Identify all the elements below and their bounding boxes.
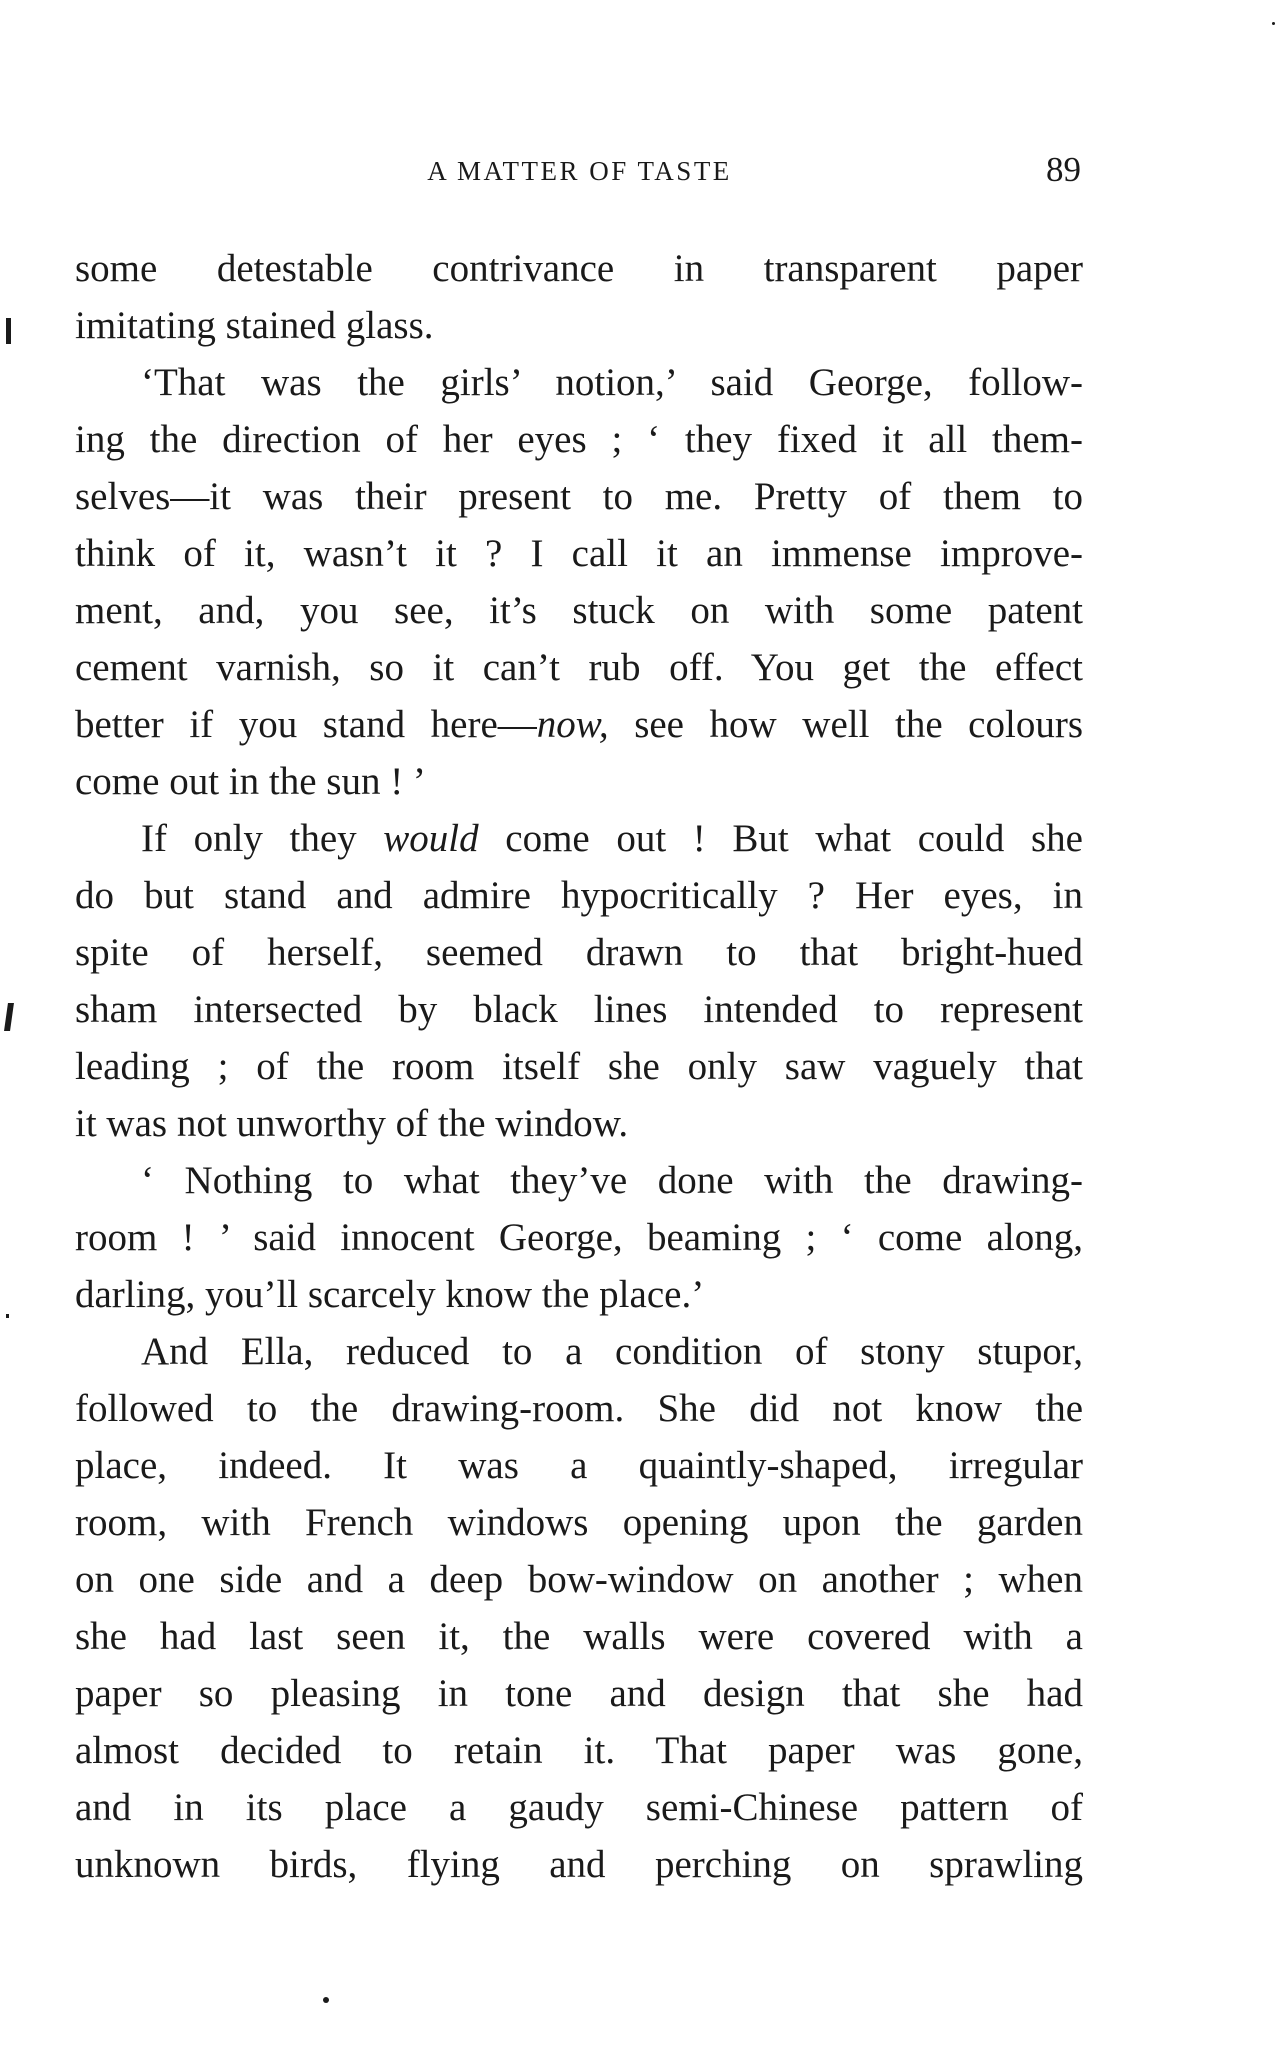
margin-mark <box>6 1314 9 1318</box>
text-line: ment, and, you see, it’s stuck on with some patent <box>75 589 1083 632</box>
running-title: A MATTER OF TASTE <box>427 156 732 186</box>
text-line: almost decided to retain it. That paper was gone, <box>75 1729 1083 1772</box>
text-line: followed to the drawing-room. She did not know the <box>75 1387 1083 1430</box>
paragraph-start-line: ‘That was the girls’ notion,’ said George, follow- <box>141 361 1083 404</box>
text-line: ing the direction of her eyes ; ‘ they fixed it all them- <box>75 418 1083 461</box>
text-run: see how well the colours <box>608 703 1083 746</box>
margin-mark <box>6 318 11 344</box>
text-line: spite of herself, seemed drawn to that bright-hued <box>75 931 1083 974</box>
text-line: sham intersected by black lines intended to represent <box>75 988 1083 1031</box>
text-line: come out in the sun ! ’ <box>75 760 426 803</box>
text-line: unknown birds, flying and perching on sprawling <box>75 1843 1083 1886</box>
text-line: she had last seen it, the walls were covered with a <box>75 1615 1083 1658</box>
text-line: room, with French windows opening upon the garden <box>75 1501 1083 1544</box>
italic-text: now, <box>536 703 609 746</box>
speck-mark <box>323 1997 329 2003</box>
text-line: room ! ’ said innocent George, beaming ; ‘ come along, <box>75 1216 1083 1259</box>
text-line: it was not unworthy of the window. <box>75 1102 629 1145</box>
text-line: darling, you’ll scarcely know the place.’ <box>75 1273 705 1316</box>
text-line: do but stand and admire hypocritically ? Her eyes, in <box>75 874 1083 917</box>
text-line: on one side and a deep bow-window on another ; when <box>75 1558 1083 1601</box>
text-line: leading ; of the room itself she only saw vaguely that <box>75 1045 1083 1088</box>
page-number: 89 <box>1046 150 1081 189</box>
text-line: imitating stained glass. <box>75 304 434 347</box>
body-text <box>75 240 1083 1893</box>
speck-mark <box>1272 22 1275 25</box>
text-line <box>75 696 1083 753</box>
text-line: place, indeed. It was a quaintly-shaped, irregular <box>75 1444 1083 1487</box>
text-line: some detestable contrivance in transparent paper <box>75 247 1083 290</box>
text-line: selves—it was their present to me. Pretty of them to <box>75 475 1083 518</box>
text-line: and in its place a gaudy semi-Chinese pattern of <box>75 1786 1083 1829</box>
paragraph-start-line: And Ella, reduced to a condition of stony stupor, <box>141 1330 1083 1373</box>
text-run: better if you stand here— <box>75 703 537 746</box>
italic-text: would <box>383 817 479 860</box>
running-header <box>78 150 1081 192</box>
text-run: If only they <box>141 817 384 860</box>
margin-mark <box>4 1003 14 1031</box>
paragraph-start-line: ‘ Nothing to what they’ve done with the drawing- <box>141 1159 1083 1202</box>
text-line: paper so pleasing in tone and design that she had <box>75 1672 1083 1715</box>
text-line: think of it, wasn’t it ? I call it an immense improve- <box>75 532 1083 575</box>
paragraph-start-line <box>75 810 1083 867</box>
text-run: come out ! But what could she <box>478 817 1083 860</box>
text-line: cement varnish, so it can’t rub off. You get the effect <box>75 646 1083 689</box>
